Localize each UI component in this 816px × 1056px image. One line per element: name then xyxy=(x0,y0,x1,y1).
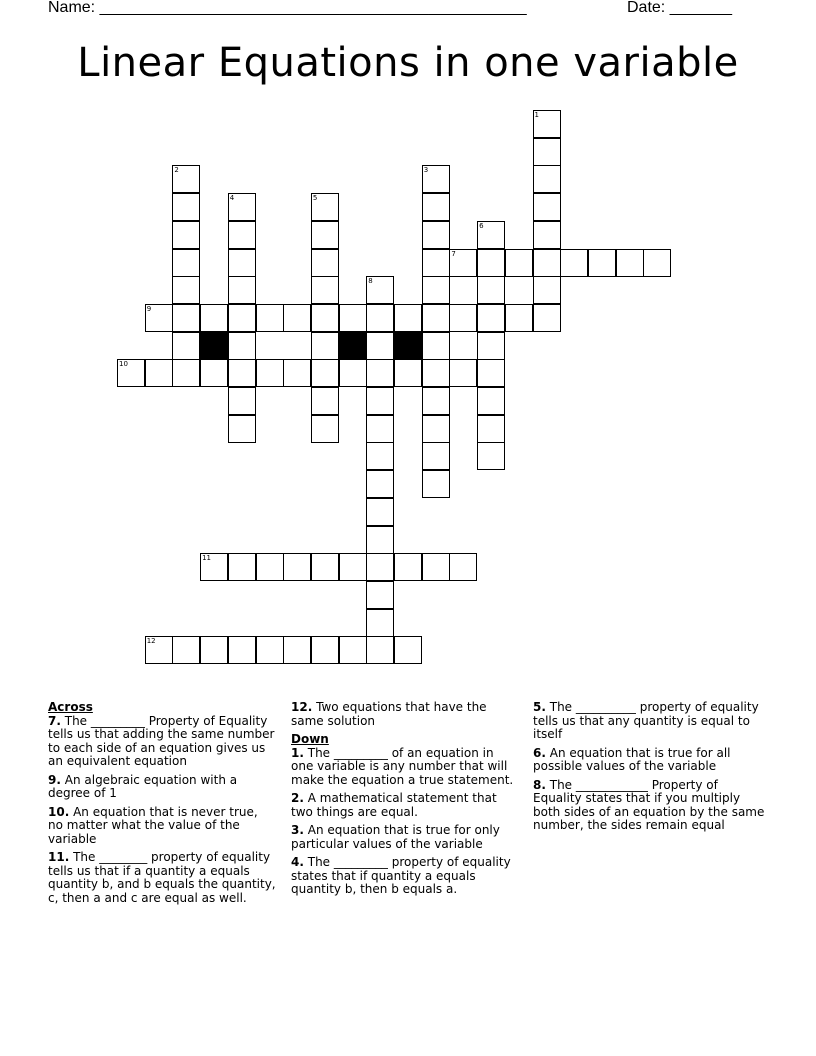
grid-cell[interactable] xyxy=(533,110,561,138)
grid-cell[interactable] xyxy=(228,221,256,249)
grid-cell[interactable] xyxy=(228,304,256,332)
clue-text: An equation that is true for all possible values of the variable xyxy=(533,745,731,773)
clue-down-3 xyxy=(291,824,519,851)
grid-cell[interactable] xyxy=(449,249,477,277)
grid-cell[interactable] xyxy=(172,359,200,387)
clue-number-label: 9 xyxy=(146,304,152,313)
grid-cell[interactable] xyxy=(200,553,228,581)
grid-cell[interactable] xyxy=(422,304,450,332)
grid-cell[interactable] xyxy=(200,636,228,664)
grid-cell[interactable] xyxy=(172,249,200,277)
clue-across-10 xyxy=(48,806,276,847)
grid-cell[interactable] xyxy=(422,221,450,249)
clue-number: 9. xyxy=(48,772,61,787)
grid-cell[interactable] xyxy=(505,249,533,277)
grid-cell[interactable] xyxy=(477,359,505,387)
grid-cell[interactable] xyxy=(283,359,311,387)
grid-cell[interactable] xyxy=(477,332,505,360)
grid-cell[interactable] xyxy=(449,359,477,387)
grid-cell[interactable] xyxy=(311,249,339,277)
grid-cell[interactable] xyxy=(228,332,256,360)
grid-cell[interactable] xyxy=(533,276,561,304)
clue-text: An equation that is true for only particular values of the variable xyxy=(291,823,500,851)
grid-cell[interactable] xyxy=(366,581,394,609)
grid-cell[interactable] xyxy=(643,249,671,277)
clue-across-12 xyxy=(291,701,519,728)
grid-cell[interactable] xyxy=(311,193,339,221)
clue-number-label: 1 xyxy=(534,111,539,119)
grid-cell[interactable] xyxy=(200,359,228,387)
grid-cell[interactable] xyxy=(533,165,561,193)
grid-cell[interactable] xyxy=(366,609,394,637)
grid-cell[interactable] xyxy=(145,636,173,664)
clue-down-8 xyxy=(533,779,769,833)
clue-number: 7. xyxy=(48,713,61,728)
grid-cell[interactable] xyxy=(533,249,561,277)
grid-cell[interactable] xyxy=(228,193,256,221)
grid-cell[interactable] xyxy=(477,387,505,415)
clue-text: The ________ property of equality tells us that if a quantity a equals quantity b, and b equals the quantity, c, then a and c are equal as well. xyxy=(48,850,276,905)
grid-cell[interactable] xyxy=(477,415,505,443)
grid-cell[interactable] xyxy=(477,249,505,277)
grid-cell[interactable] xyxy=(256,636,284,664)
grid-cell[interactable] xyxy=(588,249,616,277)
grid-cell[interactable] xyxy=(616,249,644,277)
clue-text: An algebraic equation with a degree of 1 xyxy=(48,772,238,800)
page-title: Linear Equations in one variable xyxy=(77,40,739,86)
grid-cell[interactable] xyxy=(366,359,394,387)
clue-number: 1. xyxy=(291,745,304,760)
grid-cell[interactable] xyxy=(366,442,394,470)
grid-cell[interactable] xyxy=(533,221,561,249)
grid-cell[interactable] xyxy=(366,387,394,415)
grid-cell[interactable] xyxy=(449,304,477,332)
grid-cell[interactable] xyxy=(422,332,450,360)
grid-cell[interactable] xyxy=(366,332,394,360)
clue-number-label: 11 xyxy=(202,554,212,563)
grid-cell[interactable] xyxy=(533,193,561,221)
grid-cell[interactable] xyxy=(422,387,450,415)
black-cell xyxy=(394,332,422,360)
grid-cell[interactable] xyxy=(228,636,256,664)
grid-cell[interactable] xyxy=(311,304,339,332)
grid-cell[interactable] xyxy=(533,304,561,332)
clue-across-9 xyxy=(48,774,276,801)
clue-down-4 xyxy=(291,856,519,897)
across-heading: Across xyxy=(48,700,93,714)
grid-cell[interactable] xyxy=(311,276,339,304)
black-cell xyxy=(200,332,228,360)
clue-number: 2. xyxy=(291,791,304,805)
grid-cell[interactable] xyxy=(533,138,561,166)
grid-cell[interactable] xyxy=(366,470,394,498)
clue-text: An equation that is never true, no matter what the value of the variable xyxy=(48,804,258,846)
grid-cell[interactable] xyxy=(283,304,311,332)
grid-cell[interactable] xyxy=(366,415,394,443)
clue-number-label: 6 xyxy=(479,221,484,230)
clue-text: The __________ property of equality tells us that any quantity is equal to itself xyxy=(533,700,759,741)
grid-cell[interactable] xyxy=(228,276,256,304)
clues-column-2 xyxy=(291,701,519,902)
grid-cell[interactable] xyxy=(228,553,256,581)
clue-number-label: 10 xyxy=(119,360,128,369)
grid-cell[interactable] xyxy=(339,636,367,664)
grid-cell[interactable] xyxy=(422,470,450,498)
grid-cell[interactable] xyxy=(422,276,450,304)
clue-number: 8. xyxy=(533,777,546,792)
clues-column-3 xyxy=(533,701,769,838)
clue-number: 3. xyxy=(291,823,304,837)
grid-cell[interactable] xyxy=(366,304,394,332)
grid-cell[interactable] xyxy=(422,553,450,581)
grid-cell[interactable] xyxy=(172,332,200,360)
grid-cell[interactable] xyxy=(256,359,284,387)
grid-cell[interactable] xyxy=(228,387,256,415)
grid-cell[interactable] xyxy=(172,165,200,193)
grid-cell[interactable] xyxy=(311,415,339,443)
grid-cell[interactable] xyxy=(311,636,339,664)
grid-cell[interactable] xyxy=(172,636,200,664)
grid-cell[interactable] xyxy=(366,276,394,304)
down-heading: Down xyxy=(291,732,329,746)
date-field-label: Date: _______ xyxy=(627,0,732,16)
grid-cell[interactable] xyxy=(366,498,394,526)
clue-number: 5. xyxy=(533,700,546,714)
clue-down-1 xyxy=(291,747,519,788)
clue-number: 10. xyxy=(48,804,70,819)
grid-cell[interactable] xyxy=(477,276,505,304)
clue-across-11 xyxy=(48,851,276,905)
clue-number-label: 2 xyxy=(174,166,179,175)
clue-text: The ____________ Property of Equality states that if you multiply both sides of an equation by the same number, the sides remain equal xyxy=(533,777,765,832)
grid-cell[interactable] xyxy=(145,304,173,332)
grid-cell[interactable] xyxy=(394,553,422,581)
clue-number: 6. xyxy=(533,745,546,760)
clue-text: A mathematical statement that two things are equal. xyxy=(291,791,497,819)
grid-cell[interactable] xyxy=(477,304,505,332)
grid-cell[interactable] xyxy=(256,553,284,581)
clue-number-label: 5 xyxy=(312,194,318,203)
grid-cell[interactable] xyxy=(449,553,477,581)
clue-text: The _________ property of equality states that if quantity a equals quantity b, then b equals a. xyxy=(291,855,511,896)
clue-text: The _________ of an equation in one variable is any number that will make the equation a true statement. xyxy=(291,745,514,787)
clue-number-label: 3 xyxy=(423,166,429,175)
grid-cell[interactable] xyxy=(422,415,450,443)
clue-text: The _________ Property of Equality tells us that adding the same number to each side of an equation gives us an equivalent equation xyxy=(48,713,275,768)
grid-cell[interactable] xyxy=(505,304,533,332)
clue-across-7 xyxy=(48,715,276,769)
clue-number-label: 7 xyxy=(451,249,456,258)
grid-cell[interactable] xyxy=(366,526,394,554)
grid-cell[interactable] xyxy=(228,249,256,277)
grid-cell[interactable] xyxy=(477,221,505,249)
grid-cell[interactable] xyxy=(422,359,450,387)
grid-cell[interactable] xyxy=(477,442,505,470)
grid-cell[interactable] xyxy=(172,304,200,332)
clue-number: 11. xyxy=(48,850,70,864)
clues-column-1 xyxy=(48,701,276,910)
grid-cell[interactable] xyxy=(311,221,339,249)
grid-cell[interactable] xyxy=(422,165,450,193)
grid-cell[interactable] xyxy=(339,304,367,332)
grid-cell[interactable] xyxy=(422,193,450,221)
grid-cell[interactable] xyxy=(339,359,367,387)
grid-cell[interactable] xyxy=(394,636,422,664)
grid-cell[interactable] xyxy=(117,359,145,387)
grid-cell[interactable] xyxy=(422,442,450,470)
grid-cell[interactable] xyxy=(200,304,228,332)
grid-cell[interactable] xyxy=(311,332,339,360)
grid-cell[interactable] xyxy=(366,553,394,581)
grid-cell[interactable] xyxy=(283,636,311,664)
grid-cell[interactable] xyxy=(422,249,450,277)
clue-down-6 xyxy=(533,747,769,774)
grid-cell[interactable] xyxy=(311,359,339,387)
grid-cell[interactable] xyxy=(311,553,339,581)
grid-cell[interactable] xyxy=(311,387,339,415)
grid-cell[interactable] xyxy=(172,221,200,249)
clue-text: Two equations that have the same solution xyxy=(291,700,487,728)
clue-number-label: 12 xyxy=(146,637,156,646)
grid-cell[interactable] xyxy=(228,359,256,387)
clue-number-label: 8 xyxy=(368,277,373,286)
grid-cell[interactable] xyxy=(256,304,284,332)
grid-cell[interactable] xyxy=(172,276,200,304)
black-cell xyxy=(339,332,367,360)
clue-number-label: 4 xyxy=(229,194,235,203)
grid-cell[interactable] xyxy=(339,553,367,581)
grid-cell[interactable] xyxy=(366,636,394,664)
grid-cell[interactable] xyxy=(228,415,256,443)
clue-number: 12. xyxy=(291,700,313,714)
grid-cell[interactable] xyxy=(560,249,588,277)
clue-down-5 xyxy=(533,701,769,742)
clue-down-2 xyxy=(291,792,519,819)
grid-cell[interactable] xyxy=(394,359,422,387)
name-field-label: Name: ________________________________________________ xyxy=(48,0,527,16)
grid-cell[interactable] xyxy=(394,304,422,332)
grid-cell[interactable] xyxy=(172,193,200,221)
grid-cell[interactable] xyxy=(145,359,173,387)
grid-cell[interactable] xyxy=(283,553,311,581)
clue-number: 4. xyxy=(291,855,304,869)
